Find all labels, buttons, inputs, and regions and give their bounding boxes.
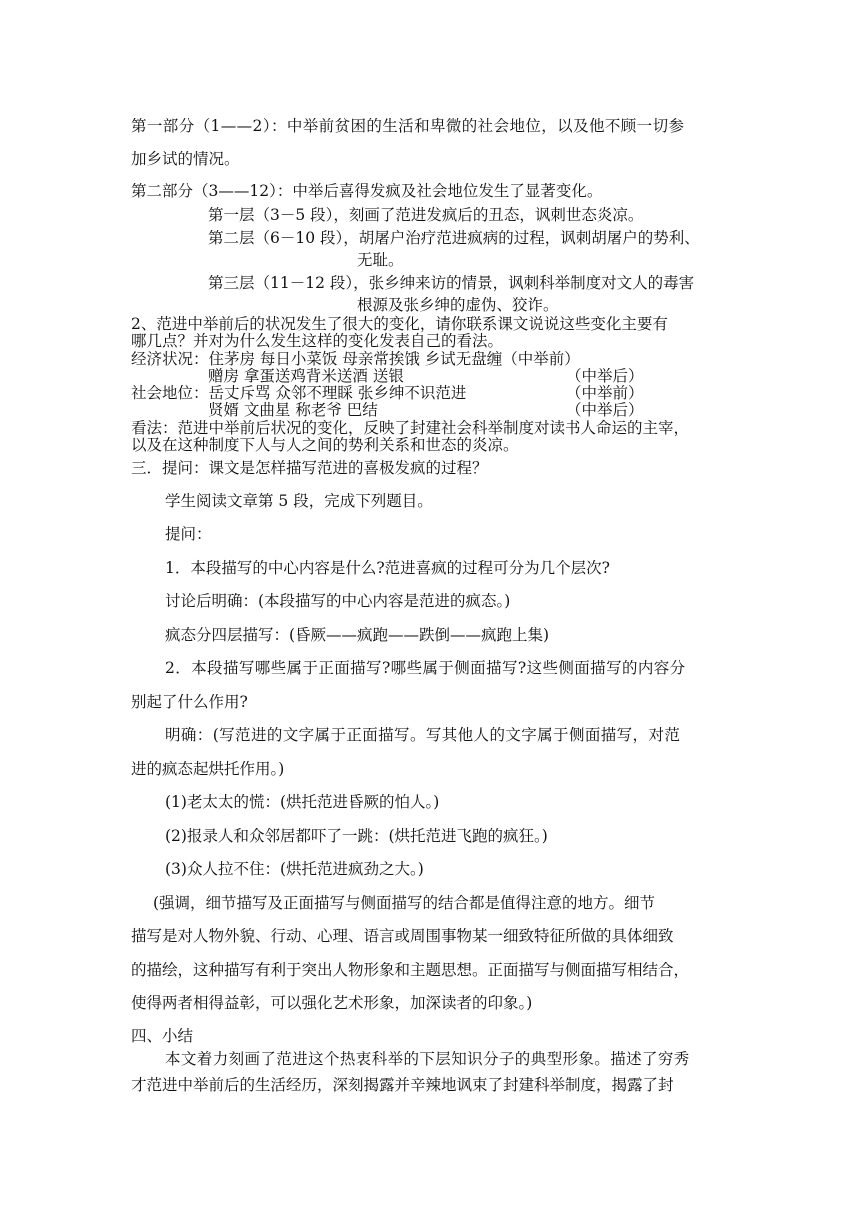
text-line: 别起了什么作用? <box>131 693 248 711</box>
text-line: 讨论后明确：(本段描写的中心内容是范进的疯态。) <box>165 592 511 610</box>
text-line: (1)老太太的慌：(烘托范进昏厥的怕人。) <box>165 793 440 811</box>
text-line: (3)众人拉不住：(烘托范进疯劲之大。) <box>165 860 424 878</box>
text-line: （中举前） <box>566 384 644 402</box>
text-line: 看法：范进中举前后状况的变化，反映了封建社会科举制度对读书人命运的主宰， <box>131 419 690 437</box>
text-line: 使得两者相得益彰，可以强化艺术形象，加深读者的印象。) <box>131 994 533 1012</box>
text-line: 赠房 拿蛋送鸡背米送酒 送银 <box>208 367 404 385</box>
text-line: 三．提问：课文是怎样描写范进的喜极发疯的过程？ <box>131 459 488 477</box>
text-line: 进的疯态起烘托作用。) <box>131 760 285 778</box>
text-line: 2．本段描写哪些属于正面描写?哪些属于侧面描写?这些侧面描写的内容分 <box>165 659 686 677</box>
text-line: 以及在这种制度下人与人之间的势利关系和世态的炎凉。 <box>131 436 519 454</box>
text-line: 提问： <box>165 525 212 543</box>
text-line: 贤婿 文曲星 称老爷 巴结 <box>208 401 378 419</box>
text-line: 本文着力刻画了范进这个热衷科举的下层知识分子的典型形象。描述了穷秀 <box>165 1050 690 1068</box>
text-line: 第三层（11－12 段），张乡绅来访的情景，讽刺科举制度对文人的毒害 <box>208 274 695 292</box>
text-line: 疯态分四层描写：(昏厥——疯跑——跌倒——疯跑上集) <box>165 626 550 644</box>
text-line: 第一部分（1——2）：中举前贫困的生活和卑微的社会地位，以及他不顾一切参 <box>131 117 685 135</box>
text-line: 明确：(写范进的文字属于正面描写。写其他人的文字属于侧面描写，对范 <box>165 726 681 744</box>
text-line: 的描绘，这种描写有利于突出人物形象和主题思想。正面描写与侧面描写相结合， <box>131 961 690 979</box>
text-line: 描写是对人物外貌、行动、心理、语言或周围事物某一细致特征所做的具体细致 <box>131 927 674 945</box>
text-line: 2、范进中举前后的状况发生了很大的变化，请你联系课文说说这些变化主要有 <box>131 315 668 333</box>
text-line: 加乡试的情况。 <box>131 150 240 168</box>
section-heading: 四、小结 <box>131 1027 194 1045</box>
text-line: （中举后） <box>566 401 644 419</box>
text-line: 第一层（3－5 段），刻画了范进发疯后的丑态，讽刺世态炎凉。 <box>208 206 644 224</box>
text-line: 第二部分（3——12）：中举后喜得发疯及社会地位发生了显著变化。 <box>131 182 603 200</box>
text-line: 学生阅读文章第 5 段，完成下列题目。 <box>165 492 433 510</box>
text-line: 1．本段描写的中心内容是什么?范进喜疯的过程可分为几个层次? <box>165 559 610 577</box>
text-line: 第二层（6－10 段），胡屠户治疗范进疯病的过程，讽刺胡屠户的势利、 <box>208 229 700 247</box>
text-line: 才范进中举前后的生活经历，深刻揭露并辛辣地讽束了封建科举制度，揭露了封 <box>131 1076 674 1094</box>
text-line: (强调，细节描写及正面描写与侧面描写的结合都是值得注意的地方。细节 <box>153 894 656 912</box>
text-line: 经济状况：住茅房 每日小菜饭 母亲常挨饿 乡试无盘缠（中举前） <box>131 350 580 368</box>
text-line: 无耻。 <box>357 251 404 269</box>
text-line: 哪几点？并对为什么发生这样的变化发表自己的看法。 <box>131 332 504 350</box>
text-line: （中举后） <box>566 367 644 385</box>
text-line: 社会地位：岳丈斥骂 众邻不理睬 张乡绅不识范进 <box>131 384 467 402</box>
text-line: 根源及张乡绅的虚伪、狡诈。 <box>357 296 559 314</box>
text-line: (2)报录人和众邻居都吓了一跳：(烘托范进飞跑的疯狂。) <box>165 827 548 845</box>
